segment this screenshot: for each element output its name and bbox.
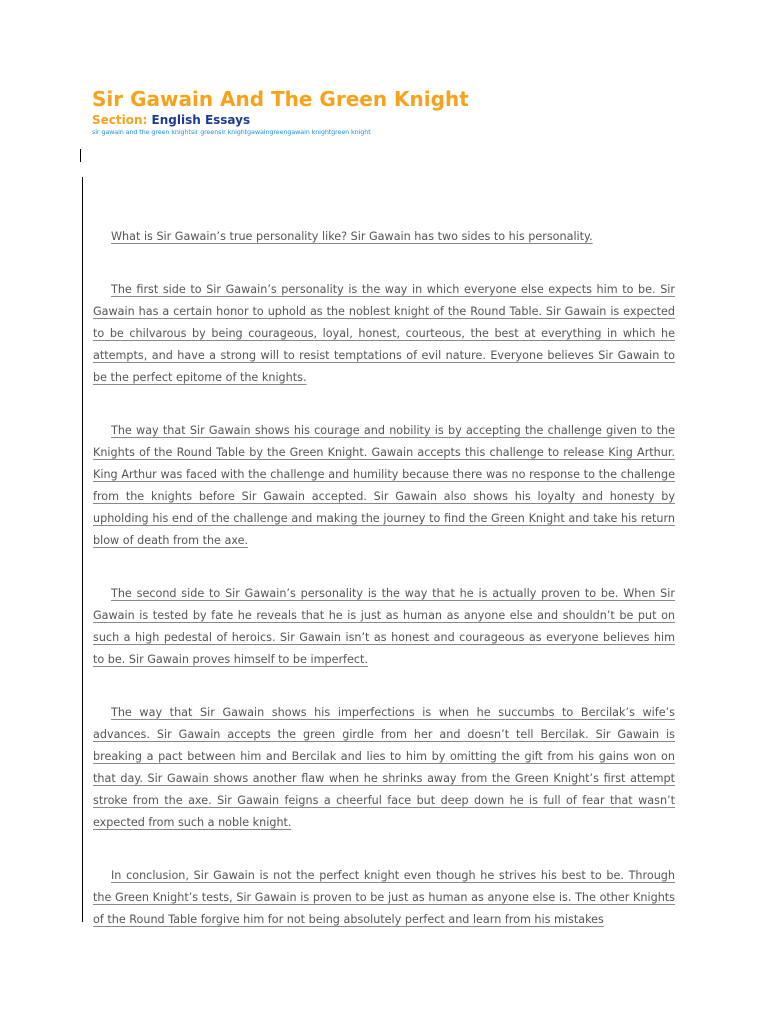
essay-paragraph: The way that Sir Gawain shows his courage and nobility is by accepting the challenge given to the Knights of the Round Table by the Green Knight. Gawain accepts this challenge to release King Arthur. King Arthur was faced with the challenge and humility because there was no response to the challenge from the knights before Sir Gawain accepted. Sir Gawain also shows his loyalty and honesty by upholding his end of the challenge and making the journey to find the Green Knight and take his return blow of death from the axe. [93,424,675,547]
essay-paragraph: The way that Sir Gawain shows his imperfections is when he succumbs to Bercilak’s wife’s advances. Sir Gawain accepts the green girdle from her and doesn’t tell Bercilak. Sir Gawain is breaking a pact between him and Bercilak and lies to him by omitting the gift from his gains won on that day. Sir Gawain shows another flaw when he shrinks away from the Green Knight’s first attempt stroke from the axe. Sir Gawain feigns a cheerful face but deep down he is full of fear that wasn’t expected from such a noble knight. [93,706,675,829]
essay-paragraph: What is Sir Gawain’s true personality like? Sir Gawain has two sides to his personality. [111,230,593,243]
tag-list[interactable]: sir gawain and the green knightsir greensir knightgawaingreengawain knightgreen knight [92,128,371,136]
document-header [92,86,692,137]
essay-paragraph: The second side to Sir Gawain’s personality is the way that he is actually proven to be. When Sir Gawain is tested by fate he reveals that he is just as human as anyone else and shouldn’t be put on such a high pedestal of heroics. Sir Gawain isn’t as honest and courageous as everyone believes him to be. Sir Gawain proves himself to be imperfect. [93,587,675,666]
section-line [92,112,692,128]
document-title: Sir Gawain And The Green Knight [92,87,469,111]
text-cursor [80,149,81,162]
section-label: Section: [92,113,148,127]
essay-body [93,226,675,962]
section-link[interactable]: English Essays [151,113,251,127]
essay-paragraph: The first side to Sir Gawain’s personality is the way in which everyone else expects him to be. Sir Gawain has a certain honor to uphold as the noblest knight of the Round Table. Sir Gawain is expected to be chilvarous by being courageous, loyal, honest, courteous, the best at everything in which he attempts, and have a strong will to resist temptations of evil nature. Everyone believes Sir Gawain to be the perfect epitome of the knights. [93,283,675,384]
essay-paragraph: In conclusion, Sir Gawain is not the perfect knight even though he strives his best to be. Through the Green Knight’s tests, Sir Gawain is proven to be just as human as anyone else is. The other Knights of the Round Table forgive him for not being absolutely perfect and learn from his mistakes [93,869,675,926]
margin-rule [82,177,83,922]
